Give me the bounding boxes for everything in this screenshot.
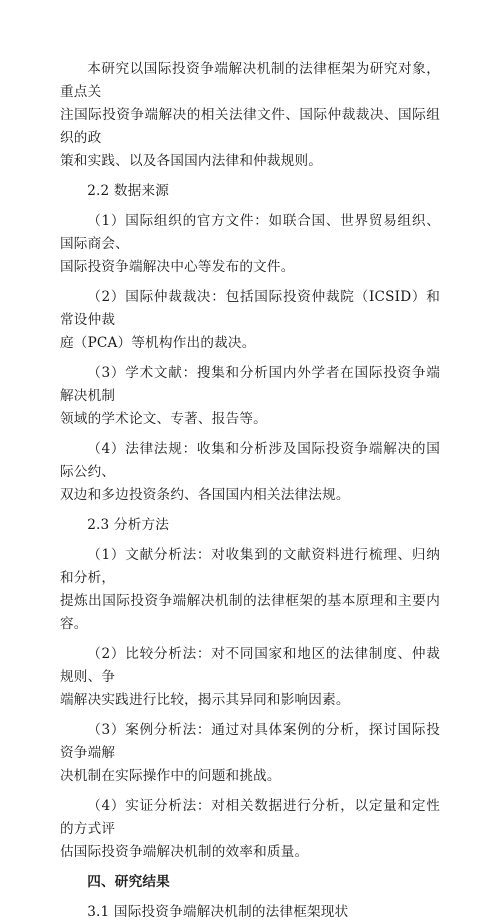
- source-item-4-line-1: （4）法律法规：收集和分析涉及国际投资争端解决的国际公约、: [60, 441, 440, 480]
- section-heading-3-1: 3.1 国际投资争端解决机制的法律框架现状: [87, 904, 349, 920]
- section-heading-4: 四、研究结果: [87, 874, 170, 890]
- method-item-2-line-1: （2）比较分析法：对不同国家和地区的法律制度、仲裁规则、争: [60, 646, 440, 685]
- method-item-1-line-1: （1）文献分析法：对收集到的文献资料进行梳理、归纳和分析，: [60, 547, 440, 586]
- section-heading-2-3: 2.3 分析方法: [87, 517, 170, 533]
- source-item-2: [60, 286, 440, 355]
- method-item-2-line-2: 端解决实践进行比较，揭示其异同和影响因素。: [60, 692, 350, 708]
- method-item-4-line-2: 估国际投资争端解决机制的效率和质量。: [60, 844, 309, 860]
- intro-line-1: 本研究以国际投资争端解决机制的法律框架为研究对象，重点关: [60, 61, 440, 100]
- source-item-3-line-2: 领域的学术论文、专著、报告等。: [60, 411, 267, 427]
- source-item-3-line-1: （3）学术文献：搜集和分析国内外学者在国际投资争端解决机制: [60, 365, 440, 404]
- method-item-3-line-2: 决机制在实际操作中的问题和挑战。: [60, 768, 281, 784]
- source-item-1-line-2: 国际投资争端解决中心等发布的文件。: [60, 259, 295, 275]
- source-item-3: [60, 362, 440, 431]
- source-item-2-line-1: （2）国际仲裁裁决：包括国际投资仲裁院（ICSID）和常设仲裁: [60, 289, 440, 328]
- source-item-1: [60, 210, 440, 279]
- method-item-4-line-1: （4）实证分析法：对相关数据进行分析，以定量和定性的方式评: [60, 798, 440, 837]
- intro-line-2: 注国际投资争端解决的相关法律文件、国际仲裁裁决、国际组织的政: [60, 107, 440, 146]
- method-item-4: [60, 795, 440, 864]
- intro-paragraph: [60, 58, 440, 173]
- method-item-1-line-2: 提炼出国际投资争端解决机制的法律框架的基本原理和主要内容。: [60, 593, 440, 632]
- source-item-1-line-1: （1）国际组织的官方文件：如联合国、世界贸易组织、国际商会、: [60, 213, 440, 252]
- source-item-4-line-2: 双边和多边投资条约、各国国内相关法律法规。: [60, 487, 350, 503]
- source-item-2-line-2: 庭（PCA）等机构作出的裁决。: [60, 335, 256, 351]
- method-item-2: [60, 643, 440, 712]
- method-item-1: [60, 544, 440, 636]
- intro-line-3: 策和实践、以及各国国内法律和仲裁规则。: [60, 153, 323, 169]
- method-item-3-line-1: （3）案例分析法：通过对具体案例的分析，探讨国际投资争端解: [60, 722, 440, 761]
- source-item-4: [60, 438, 440, 507]
- section-heading-2-2: 2.2 数据来源: [87, 183, 170, 199]
- method-item-3: [60, 719, 440, 788]
